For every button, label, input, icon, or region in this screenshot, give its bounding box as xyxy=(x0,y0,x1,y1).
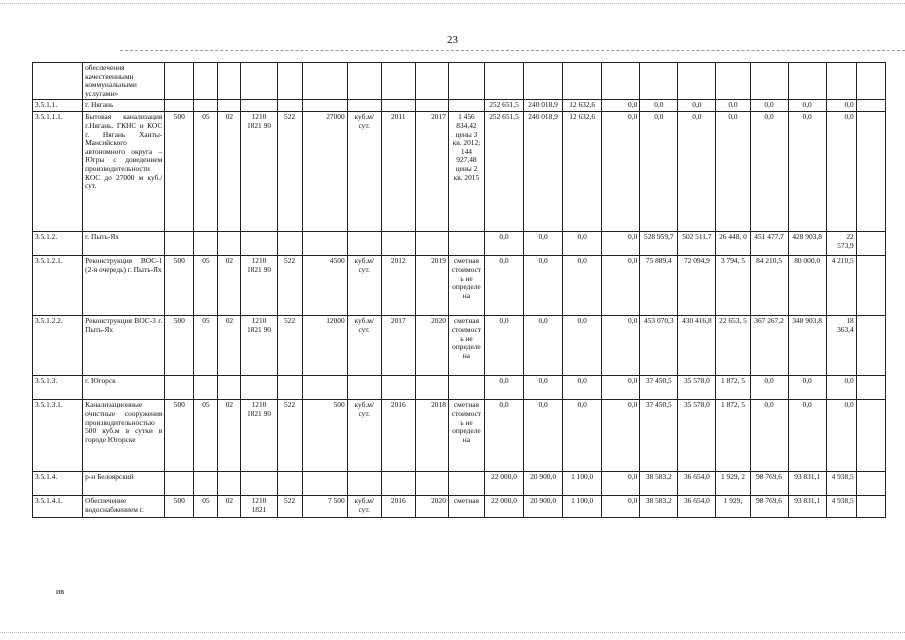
table-cell-i: 2019 xyxy=(415,256,448,316)
table-cell-r: 0,0 xyxy=(750,100,788,112)
table-cell-o: 0,0 xyxy=(640,100,678,112)
table-cell-a: 500 xyxy=(165,316,194,376)
table-cell-p xyxy=(678,63,716,100)
table-cell-m: 12 632,6 xyxy=(563,112,602,232)
table-cell-id: 3.5.1.4. xyxy=(33,472,83,496)
table-cell-o: 528 959,7 xyxy=(640,232,678,256)
table-cell-f: 12000 xyxy=(302,316,347,376)
table-cell-b xyxy=(194,100,218,112)
table-cell-n: 0,0 xyxy=(602,496,640,518)
table-cell-o: 453 070,3 xyxy=(640,316,678,376)
table-cell-f xyxy=(302,232,347,256)
table-cell-q: 1 872, 5 xyxy=(716,400,750,472)
table-cell-l: 0,0 xyxy=(524,256,563,316)
table-cell-c: 02 xyxy=(218,316,241,376)
table-cell-s: 0,0 xyxy=(788,376,826,400)
table-cell-n: 0,0 xyxy=(602,112,640,232)
table-cell-e: 522 xyxy=(277,496,302,518)
table-cell-h: 2012 xyxy=(381,256,415,316)
table-cell-c xyxy=(218,472,241,496)
table-cell-s xyxy=(788,63,826,100)
table-cell-b xyxy=(194,472,218,496)
table-cell-l: 20 900,0 xyxy=(524,496,563,518)
table-cell-name: Бытовая канализация г.Нягань. ГКНС и КОС г. Нягань Ханты-Мансийского автономного округа – Югры с доведением производительности КОС до 27000 м куб./сут. xyxy=(83,112,165,232)
table-cell-p: 0,0 xyxy=(678,112,716,232)
table-cell-id xyxy=(33,63,83,100)
table-cell-b: 05 xyxy=(194,400,218,472)
table-cell-n: 0,0 xyxy=(602,100,640,112)
table-cell-i xyxy=(415,472,448,496)
table-cell-g xyxy=(347,472,381,496)
table-cell-o: 37 450,5 xyxy=(640,400,678,472)
table-cell-q: 1 929, xyxy=(716,496,750,518)
table-cell-g: куб.м/сут. xyxy=(347,316,381,376)
table-cell-j xyxy=(448,63,484,100)
footer-mark: ив xyxy=(56,587,65,596)
table-cell-t: 4 938,5 xyxy=(826,472,856,496)
table-cell-m xyxy=(563,63,602,100)
table-cell-l: 0,0 xyxy=(524,232,563,256)
table-cell-e xyxy=(277,376,302,400)
table-cell-a xyxy=(165,472,194,496)
table-cell-j: 1 456 834,42 цены 3 кв. 2012; 144 927,48 цены 2 кв. 2015 xyxy=(448,112,484,232)
table-cell-m: 0,0 xyxy=(563,256,602,316)
table-cell-r: 0,0 xyxy=(750,112,788,232)
table-cell-s: 0,0 xyxy=(788,400,826,472)
table-cell-id: 3.5.1.2.1. xyxy=(33,256,83,316)
table-cell-t: 0,0 xyxy=(826,376,856,400)
table-cell-e: 522 xyxy=(277,316,302,376)
table-cell-b: 05 xyxy=(194,316,218,376)
table-cell-c: 02 xyxy=(218,256,241,316)
table-cell-s: 80 000,0 xyxy=(788,256,826,316)
table-cell-d xyxy=(241,100,277,112)
table-cell-c: 02 xyxy=(218,400,241,472)
table-cell-d xyxy=(241,63,277,100)
table-cell-o: 38 583,2 xyxy=(640,472,678,496)
table-cell-g: куб.м/сут. xyxy=(347,112,381,232)
table-cell-r: 0,0 xyxy=(750,400,788,472)
table-cell-name: Реконструкция ВОС-1 (2-я очередь) г. Пыть-Ях xyxy=(83,256,165,316)
table-cell-u xyxy=(856,472,885,496)
table-cell-t: 0,0 xyxy=(826,400,856,472)
table-cell-q: 22 653, 5 xyxy=(716,316,750,376)
table-cell-e xyxy=(277,100,302,112)
table-cell-i: 2018 xyxy=(415,400,448,472)
table-cell-n xyxy=(602,63,640,100)
table-cell-name: г. Нягань xyxy=(83,100,165,112)
table-cell-n: 0,0 xyxy=(602,316,640,376)
table-cell-f xyxy=(302,63,347,100)
table-cell-r: 367 267,2 xyxy=(750,316,788,376)
table-cell-d xyxy=(241,472,277,496)
table-cell-t: 0,0 xyxy=(826,100,856,112)
table-row xyxy=(33,472,886,496)
table-cell-h: 2016 xyxy=(381,400,415,472)
table-cell-h xyxy=(381,100,415,112)
table-cell-n: 0,0 xyxy=(602,232,640,256)
table-cell-f: 27000 xyxy=(302,112,347,232)
table-cell-u xyxy=(856,100,885,112)
table-cell-c xyxy=(218,376,241,400)
table-cell-k: 0,0 xyxy=(484,232,523,256)
table-cell-b xyxy=(194,376,218,400)
table-cell-a: 500 xyxy=(165,112,194,232)
table-cell-e xyxy=(277,63,302,100)
table-cell-d: 1210 1821 90 xyxy=(241,316,277,376)
table-cell-p: 72 094,9 xyxy=(678,256,716,316)
table-cell-t xyxy=(826,63,856,100)
table-cell-b xyxy=(194,63,218,100)
table-cell-id: 3.5.1.2.2. xyxy=(33,316,83,376)
table-cell-t: 22 573,9 xyxy=(826,232,856,256)
table-cell-a: 500 xyxy=(165,400,194,472)
table-cell-id: 3.5.1.3. xyxy=(33,376,83,400)
table-cell-i: 2017 xyxy=(415,112,448,232)
table-cell-id: 3.5.1.2. xyxy=(33,232,83,256)
table-row xyxy=(33,496,886,518)
table-cell-l: 240 018,9 xyxy=(524,112,563,232)
table-cell-s: 93 831,1 xyxy=(788,472,826,496)
table-cell-m: 0,0 xyxy=(563,376,602,400)
table-cell-m: 0,0 xyxy=(563,400,602,472)
table-cell-g: куб.м/сут. xyxy=(347,256,381,316)
table-cell-c xyxy=(218,232,241,256)
table-cell-name: Обеспечение водоснабжением г. xyxy=(83,496,165,518)
table-cell-name: Реконструкция ВОС-3 г. Пыть-Ях xyxy=(83,316,165,376)
table-cell-h: 2016 xyxy=(381,496,415,518)
table-cell-name: обеспечения качественными коммунальными услугами» xyxy=(83,63,165,100)
table-cell-j: сметная xyxy=(448,496,484,518)
table-cell-r: 98 769,6 xyxy=(750,496,788,518)
table-cell-m: 1 100,0 xyxy=(563,472,602,496)
table-cell-d xyxy=(241,376,277,400)
table-cell-d xyxy=(241,232,277,256)
table-cell-u xyxy=(856,256,885,316)
table-cell-u xyxy=(856,63,885,100)
table-cell-l: 0,0 xyxy=(524,400,563,472)
table-cell-g: куб.м/сут. xyxy=(347,400,381,472)
table-cell-b xyxy=(194,232,218,256)
table-cell-i xyxy=(415,376,448,400)
table-cell-r: 0,0 xyxy=(750,376,788,400)
table-cell-r: 98 769,6 xyxy=(750,472,788,496)
table-cell-h xyxy=(381,376,415,400)
table-row xyxy=(33,232,886,256)
table-cell-n: 0,0 xyxy=(602,472,640,496)
table-cell-o: 37 450,5 xyxy=(640,376,678,400)
table-cell-r: 451 477,7 xyxy=(750,232,788,256)
table-cell-g: куб.м/сут. xyxy=(347,496,381,518)
table-cell-r: 84 210,5 xyxy=(750,256,788,316)
table-cell-l: 240 018,9 xyxy=(524,100,563,112)
table-cell-p: 430 416,8 xyxy=(678,316,716,376)
table-cell-f xyxy=(302,376,347,400)
table-row xyxy=(33,256,886,316)
table-cell-k: 0,0 xyxy=(484,376,523,400)
table-cell-j: сметная стоимость не определена xyxy=(448,400,484,472)
table-cell-h: 2011 xyxy=(381,112,415,232)
table-cell-name: р-н Белоярский xyxy=(83,472,165,496)
table-cell-d: 1210 1821 90 xyxy=(241,256,277,316)
table-cell-i xyxy=(415,63,448,100)
table-cell-name: г. Югорск xyxy=(83,376,165,400)
table-cell-p: 0,0 xyxy=(678,100,716,112)
table-cell-n: 0,0 xyxy=(602,400,640,472)
table-row xyxy=(33,316,886,376)
table-cell-i: 2020 xyxy=(415,316,448,376)
table-cell-g xyxy=(347,376,381,400)
table-cell-d: 1210 1821 90 xyxy=(241,112,277,232)
table-cell-h xyxy=(381,232,415,256)
table-cell-id: 3.5.1.3.1. xyxy=(33,400,83,472)
table-cell-e: 522 xyxy=(277,256,302,316)
table-row xyxy=(33,400,886,472)
table-cell-b: 05 xyxy=(194,496,218,518)
table-cell-l xyxy=(524,63,563,100)
table-cell-i xyxy=(415,100,448,112)
table-cell-name: Канализационные очистные сооружения производительностью 500 куб.м в сутки в городе Югорске xyxy=(83,400,165,472)
scan-edge-top xyxy=(0,3,905,4)
table-cell-a xyxy=(165,376,194,400)
table-cell-s: 348 903,8 xyxy=(788,316,826,376)
table-cell-j: сметная стоимость не определена xyxy=(448,256,484,316)
table-cell-id: 3.5.1.4.1. xyxy=(33,496,83,518)
table-cell-i xyxy=(415,232,448,256)
table-cell-a xyxy=(165,63,194,100)
table-cell-k: 252 651,5 xyxy=(484,112,523,232)
table-cell-u xyxy=(856,496,885,518)
table-cell-o: 75 889,4 xyxy=(640,256,678,316)
table-cell-l: 0,0 xyxy=(524,376,563,400)
table-cell-g xyxy=(347,100,381,112)
table-cell-j: сметная стоимость не определена xyxy=(448,316,484,376)
table-cell-f: 7 500 xyxy=(302,496,347,518)
table-cell-j xyxy=(448,472,484,496)
table-cell-f: 500 xyxy=(302,400,347,472)
table-cell-k: 0,0 xyxy=(484,256,523,316)
table-cell-o: 38 583,2 xyxy=(640,496,678,518)
table-cell-a: 500 xyxy=(165,256,194,316)
table-cell-b: 05 xyxy=(194,112,218,232)
table-cell-q: 1 929, 2 xyxy=(716,472,750,496)
table-cell-g xyxy=(347,63,381,100)
table-cell-q: 0,0 xyxy=(716,100,750,112)
table-cell-k: 0,0 xyxy=(484,316,523,376)
table-cell-c xyxy=(218,63,241,100)
table-cell-q xyxy=(716,63,750,100)
table-cell-i: 2020 xyxy=(415,496,448,518)
table-cell-f xyxy=(302,100,347,112)
table-cell-a: 500 xyxy=(165,496,194,518)
table-cell-m: 1 100,0 xyxy=(563,496,602,518)
table-cell-h: 2017 xyxy=(381,316,415,376)
table-cell-k: 0,0 xyxy=(484,400,523,472)
table-cell-u xyxy=(856,316,885,376)
table-cell-r xyxy=(750,63,788,100)
table-cell-s: 93 831,1 xyxy=(788,496,826,518)
table-cell-name: г. Пыть-Ях xyxy=(83,232,165,256)
table-cell-e xyxy=(277,232,302,256)
table-cell-q: 26 448, 0 xyxy=(716,232,750,256)
table-cell-m: 0,0 xyxy=(563,316,602,376)
budget-table xyxy=(32,62,886,518)
table-cell-q: 0,0 xyxy=(716,112,750,232)
table-cell-c: 02 xyxy=(218,496,241,518)
table-row xyxy=(33,100,886,112)
table-cell-q: 1 872, 5 xyxy=(716,376,750,400)
table-cell-q: 3 794, 5 xyxy=(716,256,750,316)
table-cell-u xyxy=(856,232,885,256)
table-cell-g xyxy=(347,232,381,256)
table-cell-h xyxy=(381,472,415,496)
table-cell-f xyxy=(302,472,347,496)
table-cell-p: 36 654,0 xyxy=(678,472,716,496)
table-cell-t: 4 938,5 xyxy=(826,496,856,518)
table-cell-p: 35 578,0 xyxy=(678,376,716,400)
header-divider xyxy=(120,50,905,51)
table-cell-f: 4500 xyxy=(302,256,347,316)
table-cell-j xyxy=(448,376,484,400)
table-row xyxy=(33,112,886,232)
table-cell-u xyxy=(856,400,885,472)
table-cell-j xyxy=(448,100,484,112)
table-cell-c xyxy=(218,100,241,112)
table-cell-id: 3.5.1.1.1. xyxy=(33,112,83,232)
table-cell-a xyxy=(165,100,194,112)
table-cell-t: 4 210,5 xyxy=(826,256,856,316)
table-cell-k: 252 651,5 xyxy=(484,100,523,112)
table-cell-c: 02 xyxy=(218,112,241,232)
table-cell-h xyxy=(381,63,415,100)
table-row xyxy=(33,63,886,100)
table-cell-s: 428 903,8 xyxy=(788,232,826,256)
table-cell-p: 502 511,7 xyxy=(678,232,716,256)
table-cell-e: 522 xyxy=(277,400,302,472)
table-cell-p: 36 654,0 xyxy=(678,496,716,518)
table-cell-d: 1210 1821 xyxy=(241,496,277,518)
table-cell-l: 20 900,0 xyxy=(524,472,563,496)
table-cell-p: 35 578,0 xyxy=(678,400,716,472)
table-cell-o xyxy=(640,63,678,100)
table-cell-e xyxy=(277,472,302,496)
table-cell-l: 0,0 xyxy=(524,316,563,376)
table-cell-n: 0,0 xyxy=(602,376,640,400)
table-cell-s: 0,0 xyxy=(788,112,826,232)
table-cell-n: 0,0 xyxy=(602,256,640,316)
table-cell-s: 0,0 xyxy=(788,100,826,112)
table-cell-m: 0,0 xyxy=(563,232,602,256)
table-cell-o: 0,0 xyxy=(640,112,678,232)
page-number: 23 xyxy=(447,34,458,46)
table-cell-j xyxy=(448,232,484,256)
table-cell-t: 18 363,4 xyxy=(826,316,856,376)
table-cell-e: 522 xyxy=(277,112,302,232)
scan-edge-bottom xyxy=(0,632,905,633)
table-cell-d: 1210 1821 90 xyxy=(241,400,277,472)
table-cell-a xyxy=(165,232,194,256)
table-cell-k: 22 000,0 xyxy=(484,496,523,518)
table-cell-k xyxy=(484,63,523,100)
table-cell-id: 3.5.1.1. xyxy=(33,100,83,112)
table-cell-u xyxy=(856,112,885,232)
table-cell-b: 05 xyxy=(194,256,218,316)
table-cell-u xyxy=(856,376,885,400)
table-row xyxy=(33,376,886,400)
table-cell-m: 12 632,6 xyxy=(563,100,602,112)
table-cell-k: 22 000,0 xyxy=(484,472,523,496)
table-cell-t: 0,0 xyxy=(826,112,856,232)
